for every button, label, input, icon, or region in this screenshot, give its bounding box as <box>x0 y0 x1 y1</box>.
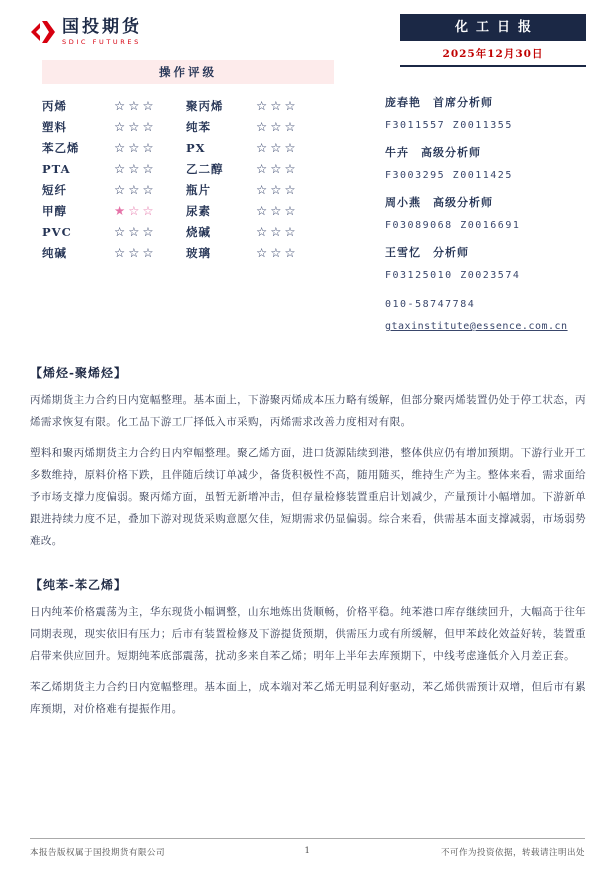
brand-name-cn: 国投期货 <box>62 17 142 37</box>
contact-block <box>385 299 595 332</box>
section-paragraph: 塑料和聚丙烯期货主力合约日内窄幅整理。聚乙烯方面，进口货源陆续到港，整体供应仍有增加预期。下游行业开工多数维持，原料价格下跌，且伴随后续订单减少，备货积极性不高，随用随买，维持生产为主。整体来看，需求面给予市场支撑力度偏弱。聚丙烯方面，虽暂无新增冲击，但存量检修装置重启计划减少，产量预计小幅增加。下游新单跟进持续力度不足，叠加下游对现货采购意愿欠佳，短期需求仍显偏弱。综合来看，供需基本面支撑减弱，市场弱势难改。 <box>30 447 586 547</box>
rating-stars: ☆☆☆ <box>114 245 157 260</box>
rating-product-name: PTA <box>42 161 71 176</box>
section-paragraph: 日内纯苯价格震荡为主，华东现货小幅调整，山东地炼出货顺畅，价格平稳。纯苯港口库存继续回升，大幅高于往年同期表现，现实依旧有压力；后市有装置检修及下游提货预期，供需压力或有所缓解，但甲苯歧化效益好转，装置重启带来供应回升。短期纯苯底部震荡，扰动多来自苯乙烯；明年上半年去库预期下，中线考虑逢低介入月差正套。 <box>30 606 586 662</box>
rating-stars: ☆☆☆ <box>114 224 157 239</box>
rating-product-name: 苯乙烯 <box>42 140 80 155</box>
analyst-license-codes: F03125010 Z0023574 <box>385 270 521 281</box>
brand-text <box>62 18 142 46</box>
analyst-name-line <box>385 144 595 160</box>
report-title-box <box>400 14 586 67</box>
rating-product-name: 瓶片 <box>186 182 211 197</box>
page-number: 1 <box>304 846 311 856</box>
rating-product-name: 塑料 <box>42 119 67 134</box>
contact-phone: 010-58747784 <box>385 299 476 310</box>
page-footer <box>30 838 585 858</box>
rating-product-name: 纯碱 <box>42 245 67 260</box>
rating-product-name: 纯苯 <box>186 119 211 134</box>
rating-stars: ★☆☆ <box>114 203 157 218</box>
analyst-name-line <box>385 194 595 210</box>
rating-row <box>42 95 334 116</box>
analyst-name: 庞春艳 <box>385 96 421 109</box>
rating-row <box>42 158 334 179</box>
rating-product-name: 丙烯 <box>42 98 67 113</box>
analyst-title: 高级分析师 <box>433 196 493 209</box>
rating-stars: ☆☆☆ <box>114 140 157 155</box>
rating-stars: ☆☆☆ <box>256 245 299 260</box>
rating-product-name: 尿素 <box>186 203 211 218</box>
rating-product-name: PX <box>186 140 206 155</box>
rating-table <box>42 60 334 263</box>
contact-email-link[interactable]: gtaxinstitute@essence.com.cn <box>385 321 568 332</box>
analyst-panel <box>385 94 595 332</box>
rating-row <box>42 200 334 221</box>
rating-product-name: PVC <box>42 224 72 239</box>
rating-stars: ☆☆☆ <box>114 182 157 197</box>
rating-row <box>42 179 334 200</box>
rating-row <box>42 116 334 137</box>
analyst-title: 高级分析师 <box>421 146 481 159</box>
report-body <box>30 364 586 729</box>
rating-stars: ☆☆☆ <box>256 224 299 239</box>
analyst-name-line <box>385 244 595 260</box>
rating-product-name: 烧碱 <box>186 224 211 239</box>
analyst-name: 王雪忆 <box>385 246 421 259</box>
rating-row <box>42 242 334 263</box>
rating-row <box>42 221 334 242</box>
rating-stars: ☆☆☆ <box>256 182 299 197</box>
rating-stars: ☆☆☆ <box>256 140 299 155</box>
section-paragraph: 苯乙烯期货主力合约日内宽幅整理。基本面上，成本端对苯乙烯无明显利好驱动，苯乙烯供需预计双增，但后市有累库预期，对价格难有提振作用。 <box>30 681 586 715</box>
analyst-license-codes: F3003295 Z0011425 <box>385 170 513 181</box>
analyst-title: 分析师 <box>433 246 469 259</box>
rating-product-name: 短纤 <box>42 182 67 197</box>
report-title: 化工日报 <box>400 14 586 41</box>
analyst-name: 周小燕 <box>385 196 421 209</box>
sdic-logo-icon <box>30 19 56 45</box>
rating-row <box>42 137 334 158</box>
rating-stars: ☆☆☆ <box>256 119 299 134</box>
rating-stars: ☆☆☆ <box>256 161 299 176</box>
rating-title: 操作评级 <box>42 60 334 84</box>
rating-stars: ☆☆☆ <box>114 119 157 134</box>
rating-stars: ☆☆☆ <box>256 98 299 113</box>
rating-stars: ☆☆☆ <box>114 98 157 113</box>
brand-name-en: SDIC FUTURES <box>62 37 141 46</box>
analyst-name-line <box>385 94 595 110</box>
rating-stars: ☆☆☆ <box>114 161 157 176</box>
analyst-license-codes: F03089068 Z0016691 <box>385 220 521 231</box>
rating-rows <box>42 95 334 263</box>
analyst-license-codes: F3011557 Z0011355 <box>385 120 513 131</box>
section-paragraph: 丙烯期货主力合约日内宽幅整理。基本面上，下游聚丙烯成本压力略有缓解，但部分聚丙烯装置仍处于停工状态，丙烯需求恢复有限。化工品下游工厂择低入市采购，丙烯需求改善力度相对有限。 <box>30 394 586 428</box>
analyst-title: 首席分析师 <box>433 96 493 109</box>
footer-copyright: 本报告版权属于国投期货有限公司 <box>30 848 166 858</box>
rating-stars: ☆☆☆ <box>256 203 299 218</box>
report-date: 2025年12月30日 <box>442 48 544 60</box>
footer-disclaimer: 不可作为投资依据，转载请注明出处 <box>440 848 585 858</box>
brand-logo <box>30 18 142 46</box>
section-heading: 【烯烃-聚烯烃】 <box>30 366 127 380</box>
rating-product-name: 乙二醇 <box>186 161 224 176</box>
rating-product-name: 玻璃 <box>186 245 211 260</box>
rating-product-name: 甲醇 <box>42 203 67 218</box>
rating-product-name: 聚丙烯 <box>186 98 224 113</box>
analyst-list <box>385 94 595 281</box>
section-heading: 【纯苯-苯乙烯】 <box>30 578 127 592</box>
analyst-name: 牛卉 <box>385 146 409 159</box>
